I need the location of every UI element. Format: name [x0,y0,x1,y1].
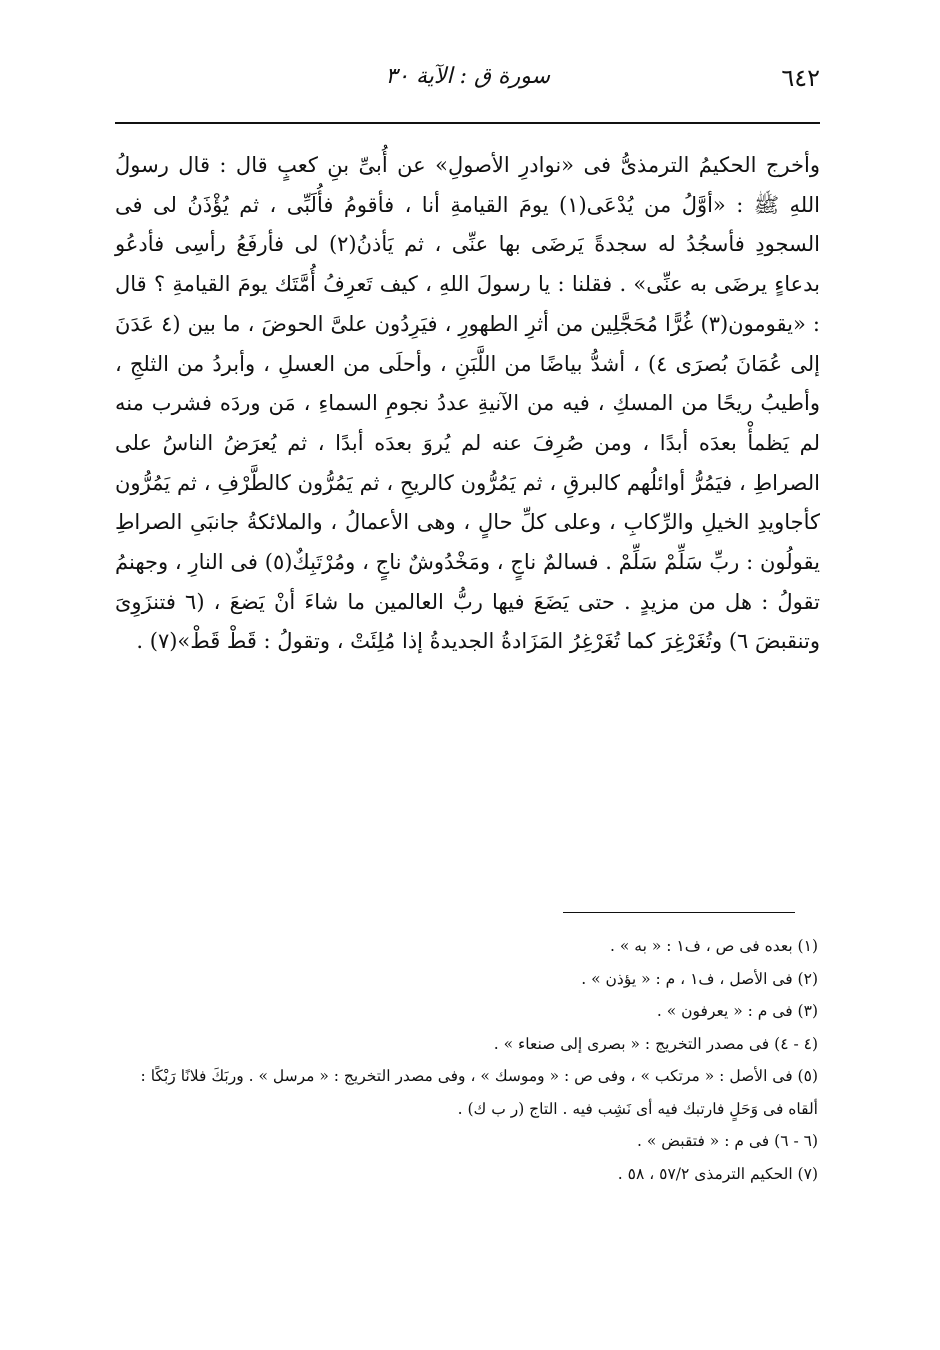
footnote-3: (٣) فى م : « يعرفون » . [656,1002,818,1020]
footnote-1: (١) بعده فى ص ، ف١ : « به » . [610,937,818,955]
footnote-2: (٢) فى الأصل ، ف١ ، م : « يؤذن » . [581,969,818,988]
main-text-block [115,146,820,662]
footnote-7: (٧) الحكيم الترمذى ٥٧/٢ ، ٥٨ . [617,1164,818,1183]
footnotes [118,930,818,1190]
footnote-separator [563,912,795,913]
main-paragraph: وأخرج الحكيمُ الترمذىُّ فى «نوادرِ الأصولِ» عن أُبىِّ بنِ كعبٍ قال : قال رسولُ اللهِ ﷺ : «أوَّلُ من يُدْعَى(١) يومَ القيامةِ أنا ، فأقومُ فأُلَبِّى ، ثم يُؤْذَنُ لى فى السجودِ فأسجُدُ له سجدةً يَرضَى بها عنِّى ، ثم يَأذنُ(٢) لى فأرفَعُ رأسِى فأدعُو بدعاءٍ يرضَى به عنِّى» . فقلنا : يا رسولَ اللهِ ، كيف تَعرِفُ أُمَّتَك يومَ القيامةِ ؟ قال : «يقومون(٣) غُرًّا مُحَجَّلِين من أثرِ الطهورِ ، فيَرِدُون علىَّ الحوضَ ، ما بين (٤ عَدَنَ إلى عُمَانَ بُصرَى ٤) ، أشدُّ بياضًا من اللَّبَنِ ، وأحلَى من العسلِ ، وأبردُ من الثلجِ ، وأطيبُ ريحًا من المسكِ ، فيه من الآنيةِ عددُ نجومِ السماءِ ، مَن وردَه فشرب منه لم يَظمأْ بعدَه أبدًا ، ومن صُرِفَ عنه لم يُروَ بعدَه أبدًا ، ثم يُعرَضُ الناسُ على الصراطِ ، فيَمُرُّ أوائلُهم كالبرقِ ، ثم يَمُرُّون كالريحِ ، ثم يَمُرُّون كالطَّرْفِ ، ثم يَمُرُّون كأجاويدِ الخيلِ والرِّكابِ ، وعلى كلِّ حالٍ ، وهى الأعمالُ ، والملائكةُ جانبَىِ الصراطِ يقولُون : ربِّ سَلِّمْ سَلِّمْ . فسالمٌ ناجٍ ، ومَخْدُوشٌ ناجٍ ، ومُرْتَبِكٌ(٥) فى النارِ ، وجهنمُ تقولُ : هل من مزيدٍ . حتى يَضَعَ فيها ربُّ العالمين ما شاءَ أنْ يَضعَ ، (٦ فتنزَوِىَ وتنقبضَ ٦) وتُغَرْغِرَ كما تُغَرْغِرُ المَزَادةُ الجديدةُ إذا مُلِئَتْ ، وتقولُ : قَطْ قَطْ»(٧) . [115,153,821,654]
header-rule [115,122,820,124]
footnote-4: (٤ - ٤) فى مصدر التخريج : « بصرى إلى صنعاء » . [493,1034,818,1053]
footnote-5: (٥) فى الأصل : « مرتكب » ، وفى ص : « وموسك » ، وفى مصدر التخريج : « مرسل » . وربَكَ فلانًا رَبْكًا : ألقاه فى وَحَلٍ فارتبك فيه أى نَشِب فيه . التاج (ر ب ك) . [140,1067,818,1118]
page-number: ٦٤٢ [781,64,820,92]
running-title: سورة ق : الآية ٣٠ [385,64,550,89]
page-header [115,62,820,108]
footnote-6: (٦ - ٦) فى م : « فتقبض » . [637,1132,818,1150]
